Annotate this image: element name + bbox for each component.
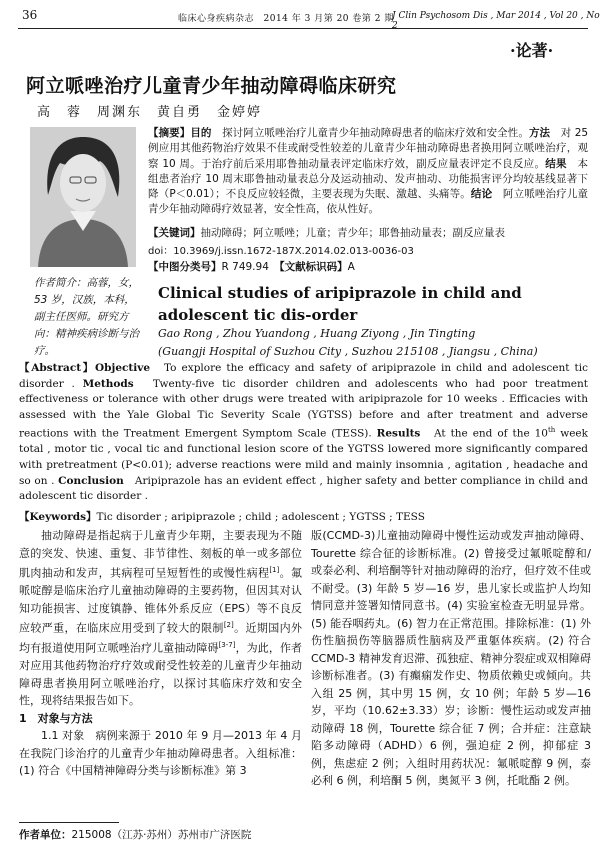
body-text: 。氟哌啶醇是临床治疗儿童抽动障碍的主要药物，但因其对认知功能损害、过度镇静、锥体外系反应（EPS）等不良反应较严重，在临床应用受到了较大的限制 [19,566,303,635]
keywords-cn-label: 【关键词】 [148,227,201,239]
keywords-cn-text: 抽动障碍；阿立哌唑；儿童；青少年；耶鲁抽动量表；副反应量表 [200,227,505,239]
author-bio-text: 高蓉，女，53 岁，汉族，本科，副主任医师。研究方向：精神疾病诊断与治疗。 [34,277,139,357]
abstract-en-methods-label: Methods [82,377,134,390]
abstract-cn [148,126,588,218]
abstract-en-conclusion-label: Conclusion [58,474,124,487]
abstract-cn-methods: 对 25 例应用其他药物治疗效果不佳或耐受性较差的儿童青少年抽动障碍患者换用阿立哌唑治疗，观察 10 周。于治疗前后采用耶鲁抽动量表评定临床疗效，副反应量表评定不良反应。 [148,127,589,170]
abstract-cn-conclusion-label: 结论 [470,188,493,201]
abstract-en [19,361,588,505]
journal-header-en: J Clin Psychosom Dis , Mar 2014 , Vol 20 , No 2 [392,11,600,31]
column-tag: ·论著· [510,41,554,60]
body-text: 抽动障碍是指起病于儿童青少年期，主要表现为不随意的突发、快速、重复、非节律性、刻板的单一或多部位肌肉抽动和发声，其病程可呈短暂性的或慢性病程 [19,529,302,580]
doi: doi：10.3969/j.issn.1672-187X.2014.02.013-0036-03 [148,246,414,257]
header-divider [18,28,588,29]
keywords-cn [148,225,588,240]
citation: [2] [223,621,234,630]
abstract-cn-methods-label: 方法 [528,127,551,139]
clc-label: 【中图分类号】 [148,261,222,273]
journal-header-cn: 临床心身疾病杂志 2014 年 3 月第 20 卷第 2 期 [178,14,394,24]
article-title-en: Clinical studies of aripiprazole in child and adolescent tic dis-order [158,284,522,324]
abstract-cn-conclusion: 阿立哌唑治疗儿童青少年抽动障碍疗效显著，安全性高，依从性好。 [148,188,589,216]
author-photo [30,127,136,267]
abstract-cn-objective: 探讨阿立哌唑治疗儿童青少年抽动障碍患者的临床疗效和安全性。 [222,127,529,139]
abstract-en-objective-label: Objective [95,362,151,374]
body-paragraph [19,527,302,710]
abstract-en-methods: Twenty-five tic disorder children and adolescents who had poor treatment effectiveness or tolerance with other drugs were treated with aripiprazole for 10 weeks . Efficacies with assessed with the Yale Global Tic Severity Scale (YGTSS) before and after treatment and adverse reactions with the Treatment Emergent Symptom Scale (TESS). [19,377,588,440]
author-bio [34,275,144,360]
keywords-en-text: Tic disorder ; aripiprazole ; child ; adolescent ; YGTSS ; TESS [96,511,425,523]
abstract-cn-objective-label: 目的 [190,127,212,139]
abstract-en-results-sup: th [547,426,556,435]
footnote-divider [19,822,119,823]
doc-code-value: A [347,261,355,273]
page-number: 36 [22,8,38,22]
abstract-cn-results: 本组患者治疗 10 周末耶鲁抽动量表总分及运动抽动、发声抽动、功能损害评分均较基线显著下降（P＜0.01）；不良反应较轻微，主要表现为失眠、激越、头痛等。 [148,157,589,201]
authors-cn: 高 蓉 周渊东 黄自勇 金婷婷 [37,105,263,120]
body-column-left [19,527,302,780]
body-text: ，为此，作者对应用其他药物治疗疗效或耐受性较差的儿童青少年抽动障碍患者换用阿立哌唑治疗，以探讨其临床疗效和安全性，现将结果报告如下。 [19,641,303,708]
footnote-text: 215008（江苏·苏州）苏州市广济医院 [71,829,252,841]
author-bio-label: 作者简介： [34,277,87,289]
abstract-en-results-pre: At the end of the 10 [434,427,548,440]
keywords-en [19,509,588,524]
footnote-label: 作者单位： [19,829,72,841]
classification [148,259,355,274]
keywords-en-label: 【Keywords】 [19,511,97,523]
abstract-en-objective: To explore the efficacy and safety of aripiprazole in child and adolescent tic disorder . [19,362,588,390]
section-heading: 1 对象与方法 [19,711,93,725]
abstract-en-conclusion: Aripiprazole has an evident effect , higher safety and better compliance in child and adolescent tic disorder . [19,474,588,503]
affiliation-en: (Guangji Hospital of Suzhou City , Suzhou 215108 , Jiangsu , China) [158,345,538,358]
abstract-en-results-post: week total , motor tic , vocal tic and functional lesion score of the YGTSS lowered more significantly compared with pretreatment (P<0.01); adverse reactions were mild and mainly insomnia , agitation , headache and so on . [19,427,589,487]
footnote [19,827,251,842]
abstract-cn-results-label: 结果 [545,157,567,170]
citation: [1] [269,566,280,574]
body-paragraph: 1.1 对象 病例来源于 2010 年 9 月—2013 年 4 月在我院门诊治疗的儿童青少年抽动障碍患者。入组标准：(1) 符合《中国精神障碍分类与诊断标准》第 3 [19,729,302,778]
article-title-cn: 阿立哌唑治疗儿童青少年抽动障碍临床研究 [26,75,397,97]
abstract-en-label: 【Abstract】 [19,362,96,374]
abstract-en-results-label: Results [376,427,421,440]
citation: [3-7] [218,641,236,650]
body-paragraph: 版(CCMD-3)儿童抽动障碍中慢性运动或发声抽动障碍、Tourette 综合征的诊断标准。(2) 曾接受过氟哌啶醇和/或泰必利、利培酮等针对抽动障碍的治疗，但疗效不佳或不耐受。(3) 年龄 5 岁—16 岁，患儿家长或监护人均知情同意并签署知情同意书。(4) 实验室检查无明显异常。(5) 能吞咽药丸。(6) 智力在正常范围。排除标准：(1) 外伤性脑损伤等脑器质性脑病及严重躯体疾病。(2) 符合 CCMD-3 精神发育迟滞、孤独症、精神分裂症或双相障碍诊断标准者。(3) 有癫痫发作史、物质依赖史或倾向。共入组 25 例，其中男 15 例，女 10 例；年龄 5 岁—16 岁，平均（10.62±3.33）岁；诊断：慢性运动或发声抽动障碍 18 例，Tourette 综合征 7 例；合并症：注意缺陷多动障碍（ADHD）6 例，强迫症 2 例，抑郁症 3 例，焦虑症 2 例；入组时用药状况：氟哌啶醇 9 例，泰必利 6 例，利培酮 5 例，奥氮平 3 例，托吡酯 2 例。 [311,529,591,787]
authors-en: Gao Rong , Zhou Yuandong , Huang Ziyong , Jin Tingting [158,327,476,340]
body-text: 。近期国内外均有报道使用阿立哌唑治疗儿童抽动障碍 [19,621,303,655]
body-column-right [311,527,591,790]
doc-code-label: 【文献标识码】 [279,261,348,273]
clc-value: R 749.94 [221,261,269,273]
abstract-cn-label: 【摘要】 [148,127,191,139]
